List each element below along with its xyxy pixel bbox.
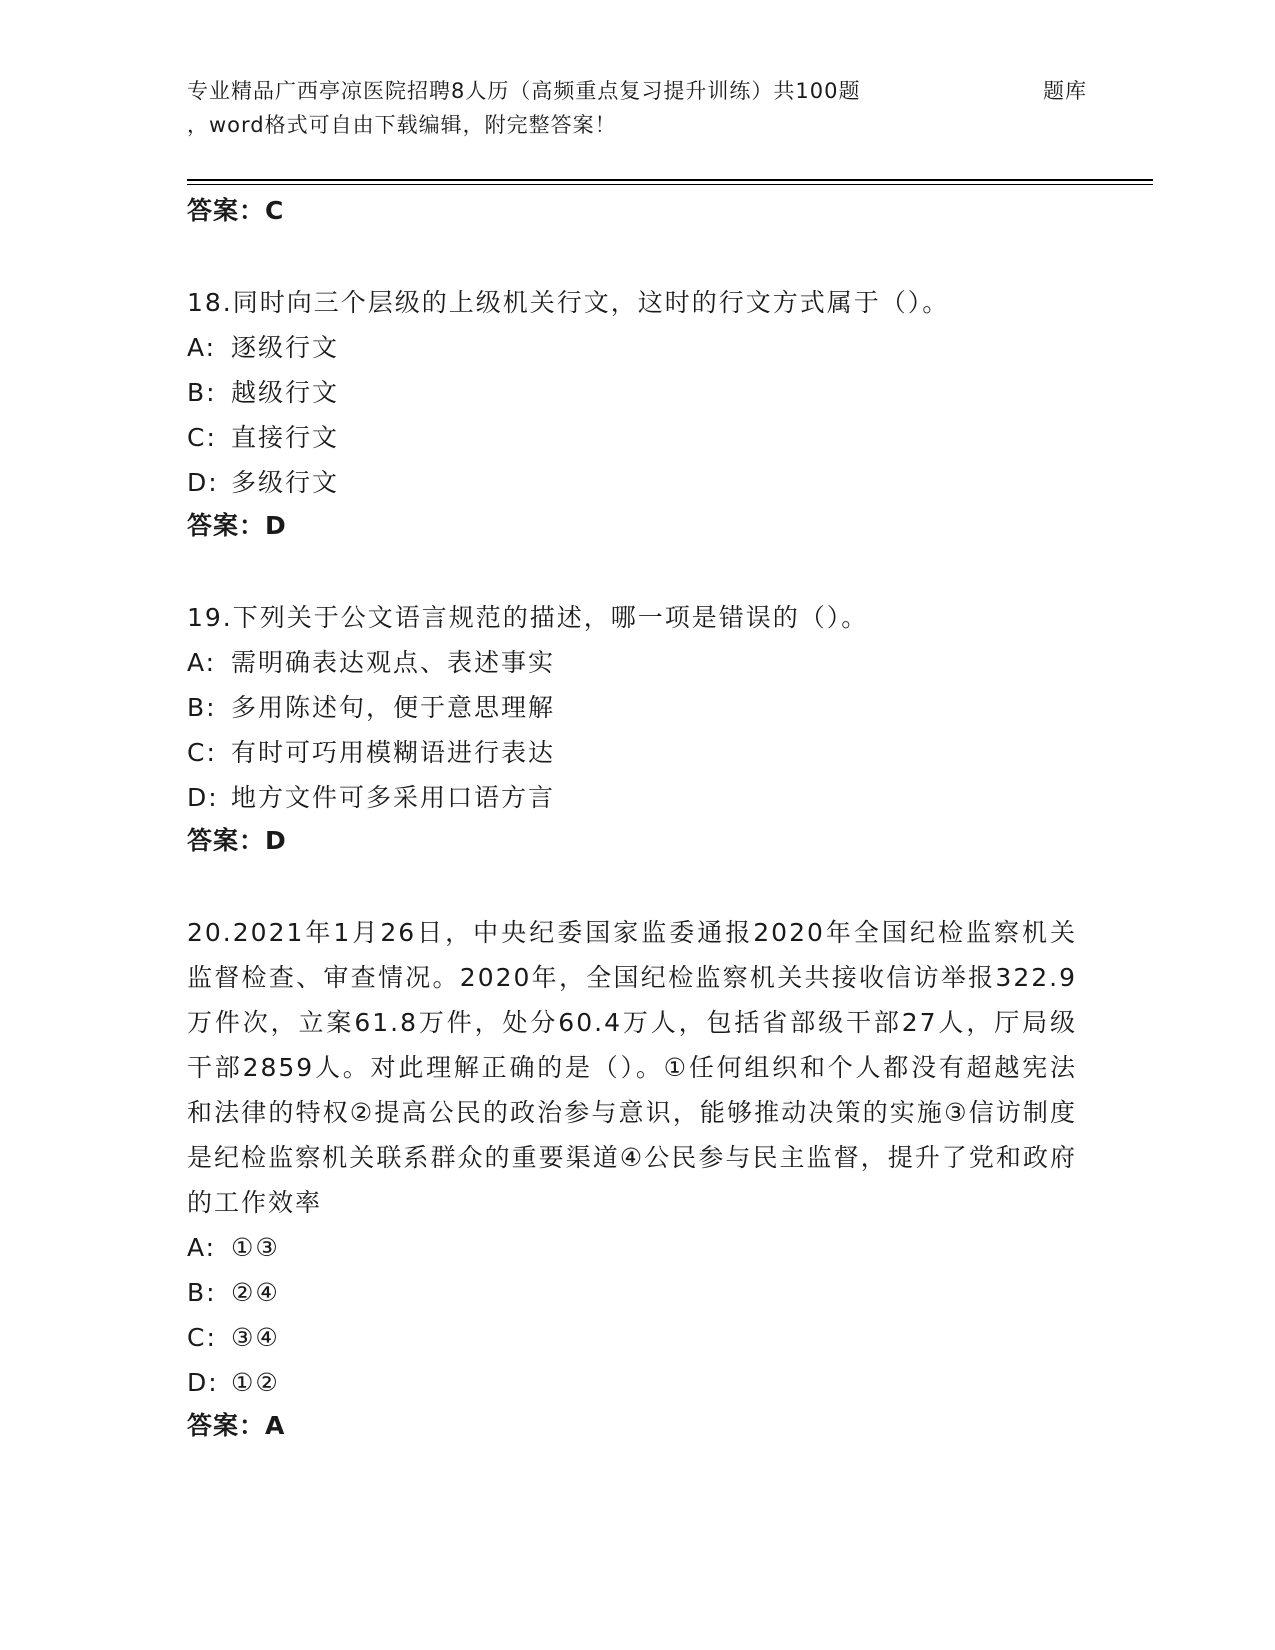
option-text: 越级行文 xyxy=(231,378,340,407)
option-key: D: xyxy=(187,1368,219,1397)
page-header xyxy=(187,74,1147,142)
option-key: C: xyxy=(187,738,217,767)
question-text: 19.下列关于公文语言规范的描述，哪一项是错误的（）。 xyxy=(187,603,869,632)
option-a xyxy=(187,1225,1087,1270)
option-text: ②④ xyxy=(231,1278,280,1307)
option-text: ③④ xyxy=(231,1323,280,1352)
option-text: ①③ xyxy=(231,1233,280,1262)
option-d xyxy=(187,775,1087,820)
option-key: D: xyxy=(187,783,219,812)
option-d xyxy=(187,1360,1087,1405)
question-18 xyxy=(187,280,1087,547)
option-key: B: xyxy=(187,378,217,407)
answer: 答案：A xyxy=(187,1411,286,1440)
question-text: 18.同时向三个层级的上级机关行文，这时的行文方式属于（）。 xyxy=(187,288,950,317)
option-b xyxy=(187,1270,1087,1315)
document-body xyxy=(187,190,1087,1495)
option-text: 有时可巧用模糊语进行表达 xyxy=(231,738,556,767)
option-b xyxy=(187,370,1087,415)
option-c xyxy=(187,415,1087,460)
option-text: 需明确表达观点、表述事实 xyxy=(231,648,556,677)
option-d xyxy=(187,460,1087,505)
header-title: 专业精品广西亭凉医院招聘8人历（高频重点复习提升训练）共100题 xyxy=(187,79,861,103)
option-text: 逐级行文 xyxy=(231,333,340,362)
question-20 xyxy=(187,910,1087,1447)
answer: 答案：D xyxy=(187,826,287,855)
option-text: 地方文件可多采用口语方言 xyxy=(231,783,556,812)
question-19 xyxy=(187,595,1087,862)
option-text: ①② xyxy=(231,1368,280,1397)
header-divider-thick xyxy=(187,179,1153,181)
question-text: 20.2021年1月26日，中央纪委国家监委通报2020年全国纪检监察机关监督检查、审查情况。2020年，全国纪检监察机关共接收信访举报322.9万件次，立案61.8万件，处分60.4万人，包括省部级干部27人，厅局级干部2859人。对此理解正确的是（）。①任何组织和个人都没有超越宪法和法律的特权②提高公民的政治参与意识，能够推动决策的实施③信访制度是纪检监察机关联系群众的重要渠道④公民参与民主监督，提升了党和政府的工作效率 xyxy=(187,918,1077,1217)
option-key: B: xyxy=(187,693,217,722)
option-text: 多用陈述句，便于意思理解 xyxy=(231,693,556,722)
option-a xyxy=(187,325,1087,370)
option-key: C: xyxy=(187,1323,217,1352)
header-divider-thin xyxy=(187,184,1153,185)
option-a xyxy=(187,640,1087,685)
header-subtitle: ，word格式可自由下载编辑，附完整答案！ xyxy=(187,113,617,137)
option-key: A: xyxy=(187,648,217,677)
header-label-question-bank: 题库 xyxy=(1043,79,1087,103)
answer: 答案：D xyxy=(187,511,287,540)
header-line-1 xyxy=(187,74,1087,108)
option-text: 多级行文 xyxy=(231,468,340,497)
option-key: D: xyxy=(187,468,219,497)
option-text: 直接行文 xyxy=(231,423,340,452)
option-b xyxy=(187,685,1087,730)
option-c xyxy=(187,730,1087,775)
option-key: A: xyxy=(187,333,217,362)
option-c xyxy=(187,1315,1087,1360)
option-key: A: xyxy=(187,1233,217,1262)
option-key: C: xyxy=(187,423,217,452)
previous-answer: 答案：C xyxy=(187,196,285,225)
option-key: B: xyxy=(187,1278,217,1307)
